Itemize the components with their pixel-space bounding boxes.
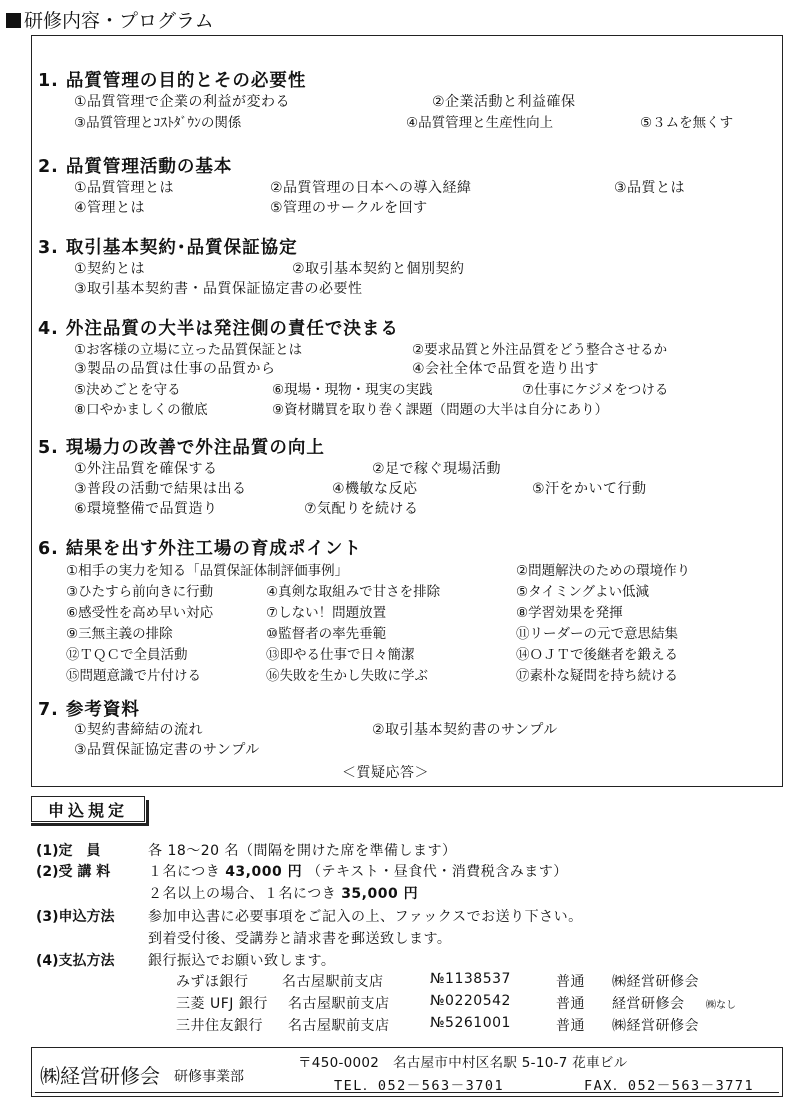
bank-account-type: 普通 [556,1018,585,1034]
bank-name: みずほ銀行 [176,974,249,990]
section-7-title: 7. 参考資料 [38,700,140,720]
bank-holder-note: ㈱なし [706,1000,736,1011]
qa-label: ＜質疑応答＞ [342,765,429,781]
bank-account-no: №0220542 [430,993,511,1009]
fee-line-2-pre: ２名以上の場合、１名につき [148,886,337,902]
application-rules-title-text: 申込規定 [47,800,128,820]
list-item: ③製品の品質は仕事の品質から [74,361,276,377]
list-item: ③品質管理とｺｽﾄﾀﾞｳﾝの関係 [74,115,242,131]
list-item: ④品質管理と生産性向上 [406,115,554,131]
list-item: ⑰素朴な疑問を持ち続ける [516,668,678,684]
list-item: ⑥現場・現物・現実の実践 [272,382,433,398]
list-item: ⑤タイミングよい低減 [516,584,650,600]
payment-label: (4)支払方法 [36,953,115,969]
section-2-title: 2. 品質管理活動の基本 [38,157,233,177]
bank-name: 三井住友銀行 [176,1018,263,1034]
list-item: ⑬即やる仕事で日々簡潔 [266,647,415,663]
bank-branch: 名古屋駅前支店 [282,974,384,990]
fee-price-2: 35,000 円 [341,886,419,902]
section-header-title: 研修内容・プログラム [24,10,214,32]
bank-branch: 名古屋駅前支店 [288,1018,390,1034]
list-item: ⑫ＴＱＣで全員活動 [66,647,188,663]
section-1-title: 1. 品質管理の目的とその必要性 [38,71,307,91]
list-item: ④機敏な反応 [332,481,418,497]
bank-branch: 名古屋駅前支店 [288,996,390,1012]
application-rules-title [31,796,145,822]
dept-name: 研修事業部 [174,1069,244,1085]
list-item: ②企業活動と利益確保 [432,94,576,110]
square-bullet-icon [6,13,21,28]
bank-holder: ㈱経営研修会 [612,974,699,990]
list-item: ⑪リーダーの元で意思結集 [516,626,678,642]
payment-line-1: 銀行振込でお願い致します。 [148,953,336,969]
list-item: ⑨資材購買を取り巻く課題（問題の大半は自分にあり） [272,402,609,418]
bank-account-no: №1138537 [430,971,511,987]
bank-name: 三菱 UFJ 銀行 [176,996,268,1012]
list-item: ②取引基本契約書のサンプル [372,722,558,738]
list-item: ⑮問題意識で片付ける [66,668,201,684]
list-item: ③品質とは [614,180,686,196]
list-item: ⑭ＯＪＴで後継者を鍛える [516,647,678,663]
list-item: ④会社全体で品質を造り出す [412,361,600,377]
bank-holder: 経営研修会 [612,996,685,1012]
bank-holder: ㈱経営研修会 [612,1018,699,1034]
list-item: ⑩監督者の率先垂範 [266,626,387,642]
list-item: ⑧学習効果を発揮 [516,605,623,621]
list-item: ②足で稼ぐ現場活動 [372,461,502,477]
fee-price-1: 43,000 円 [225,864,303,880]
list-item: ⑥感受性を高め早い対応 [66,605,214,621]
list-item: ①契約書締結の流れ [74,722,204,738]
list-item: ⑤管理のサークルを回す [270,200,428,216]
method-label: (3)申込方法 [36,909,115,925]
fee-line-1-post: （テキスト・昼食代・消費税含みます） [307,864,568,880]
list-item: ④真剣な取組みで甘さを排除 [266,584,441,600]
list-item: ③品質保証協定書のサンプル [74,742,260,758]
section-5-title: 5. 現場力の改善で外注品質の向上 [38,438,325,458]
list-item: ③取引基本契約書・品質保証協定書の必要性 [74,281,363,297]
list-item: ⑦仕事にケジメをつける [522,382,669,398]
section-6-title: 6. 結果を出す外注工場の育成ポイント [38,539,362,559]
section-4-title: 4. 外注品質の大半は発注側の責任で決まる [38,319,399,339]
fax-number: FAX．052－563－3771 [584,1078,755,1094]
list-item: ⑤３ムを無くす [640,115,734,131]
bank-account-type: 普通 [556,996,585,1012]
tel-number: TEL．052－563－3701 [334,1078,505,1094]
list-item: ②取引基本契約と個別契約 [292,261,465,277]
bank-account-type: 普通 [556,974,585,990]
section-3-title: 3. 取引基本契約･品質保証協定 [38,238,298,258]
list-item: ④管理とは [74,200,146,216]
list-item: ⑤決めごとを守る [74,382,181,398]
list-item: ⑨三無主義の排除 [66,626,173,642]
capacity-label: (1)定 員 [36,843,101,859]
list-item: ②問題解決のための環境作り [516,563,691,579]
fee-label: (2)受 講 料 [36,864,111,880]
list-item: ②品質管理の日本への導入経緯 [270,180,472,196]
list-item: ③普段の活動で結果は出る [74,481,247,497]
org-name: ㈱経営研修会 [40,1064,160,1088]
list-item: ⑤汗をかいて行動 [532,481,647,497]
list-item: ⑧口やかましくの徹底 [74,402,208,418]
list-item: ⑯失敗を生かし失敗に学ぶ [266,668,428,684]
method-line-1: 参加申込書に必要事項をご記入の上、ファックスでお送り下さい。 [148,909,583,925]
list-item: ①品質管理とは [74,180,175,196]
address: 〒450-0002 名古屋市中村区名駅 5-10-7 花車ビル [298,1055,628,1071]
list-item: ③ひたすら前向きに行動 [66,584,214,600]
list-item: ①契約とは [74,261,146,277]
fee-line-1-pre: １名につき [148,864,221,880]
fee-line-1 [148,861,568,881]
list-item: ⑥環境整備で品質造り [74,501,218,517]
list-item: ⑦気配りを続ける [304,501,419,517]
list-item: ①お客様の立場に立った品質保証とは [74,342,303,358]
list-item: ①外注品質を確保する [74,461,218,477]
list-item: ②要求品質と外注品質をどう整合させるか [412,342,668,358]
fee-line-2 [148,883,418,903]
capacity-value: 各 18～20 名（間隔を開けた席を準備します） [148,843,457,859]
section-header [6,6,214,33]
bank-account-no: №5261001 [430,1015,511,1031]
list-item: ①品質管理で企業の利益が変わる [74,94,291,110]
method-line-2: 到着受付後、受講券と請求書を郵送致します。 [148,931,452,947]
list-item: ⑦しない！問題放置 [266,605,387,621]
list-item: ①相手の実力を知る「品質保証体制評価事例」 [66,563,349,579]
